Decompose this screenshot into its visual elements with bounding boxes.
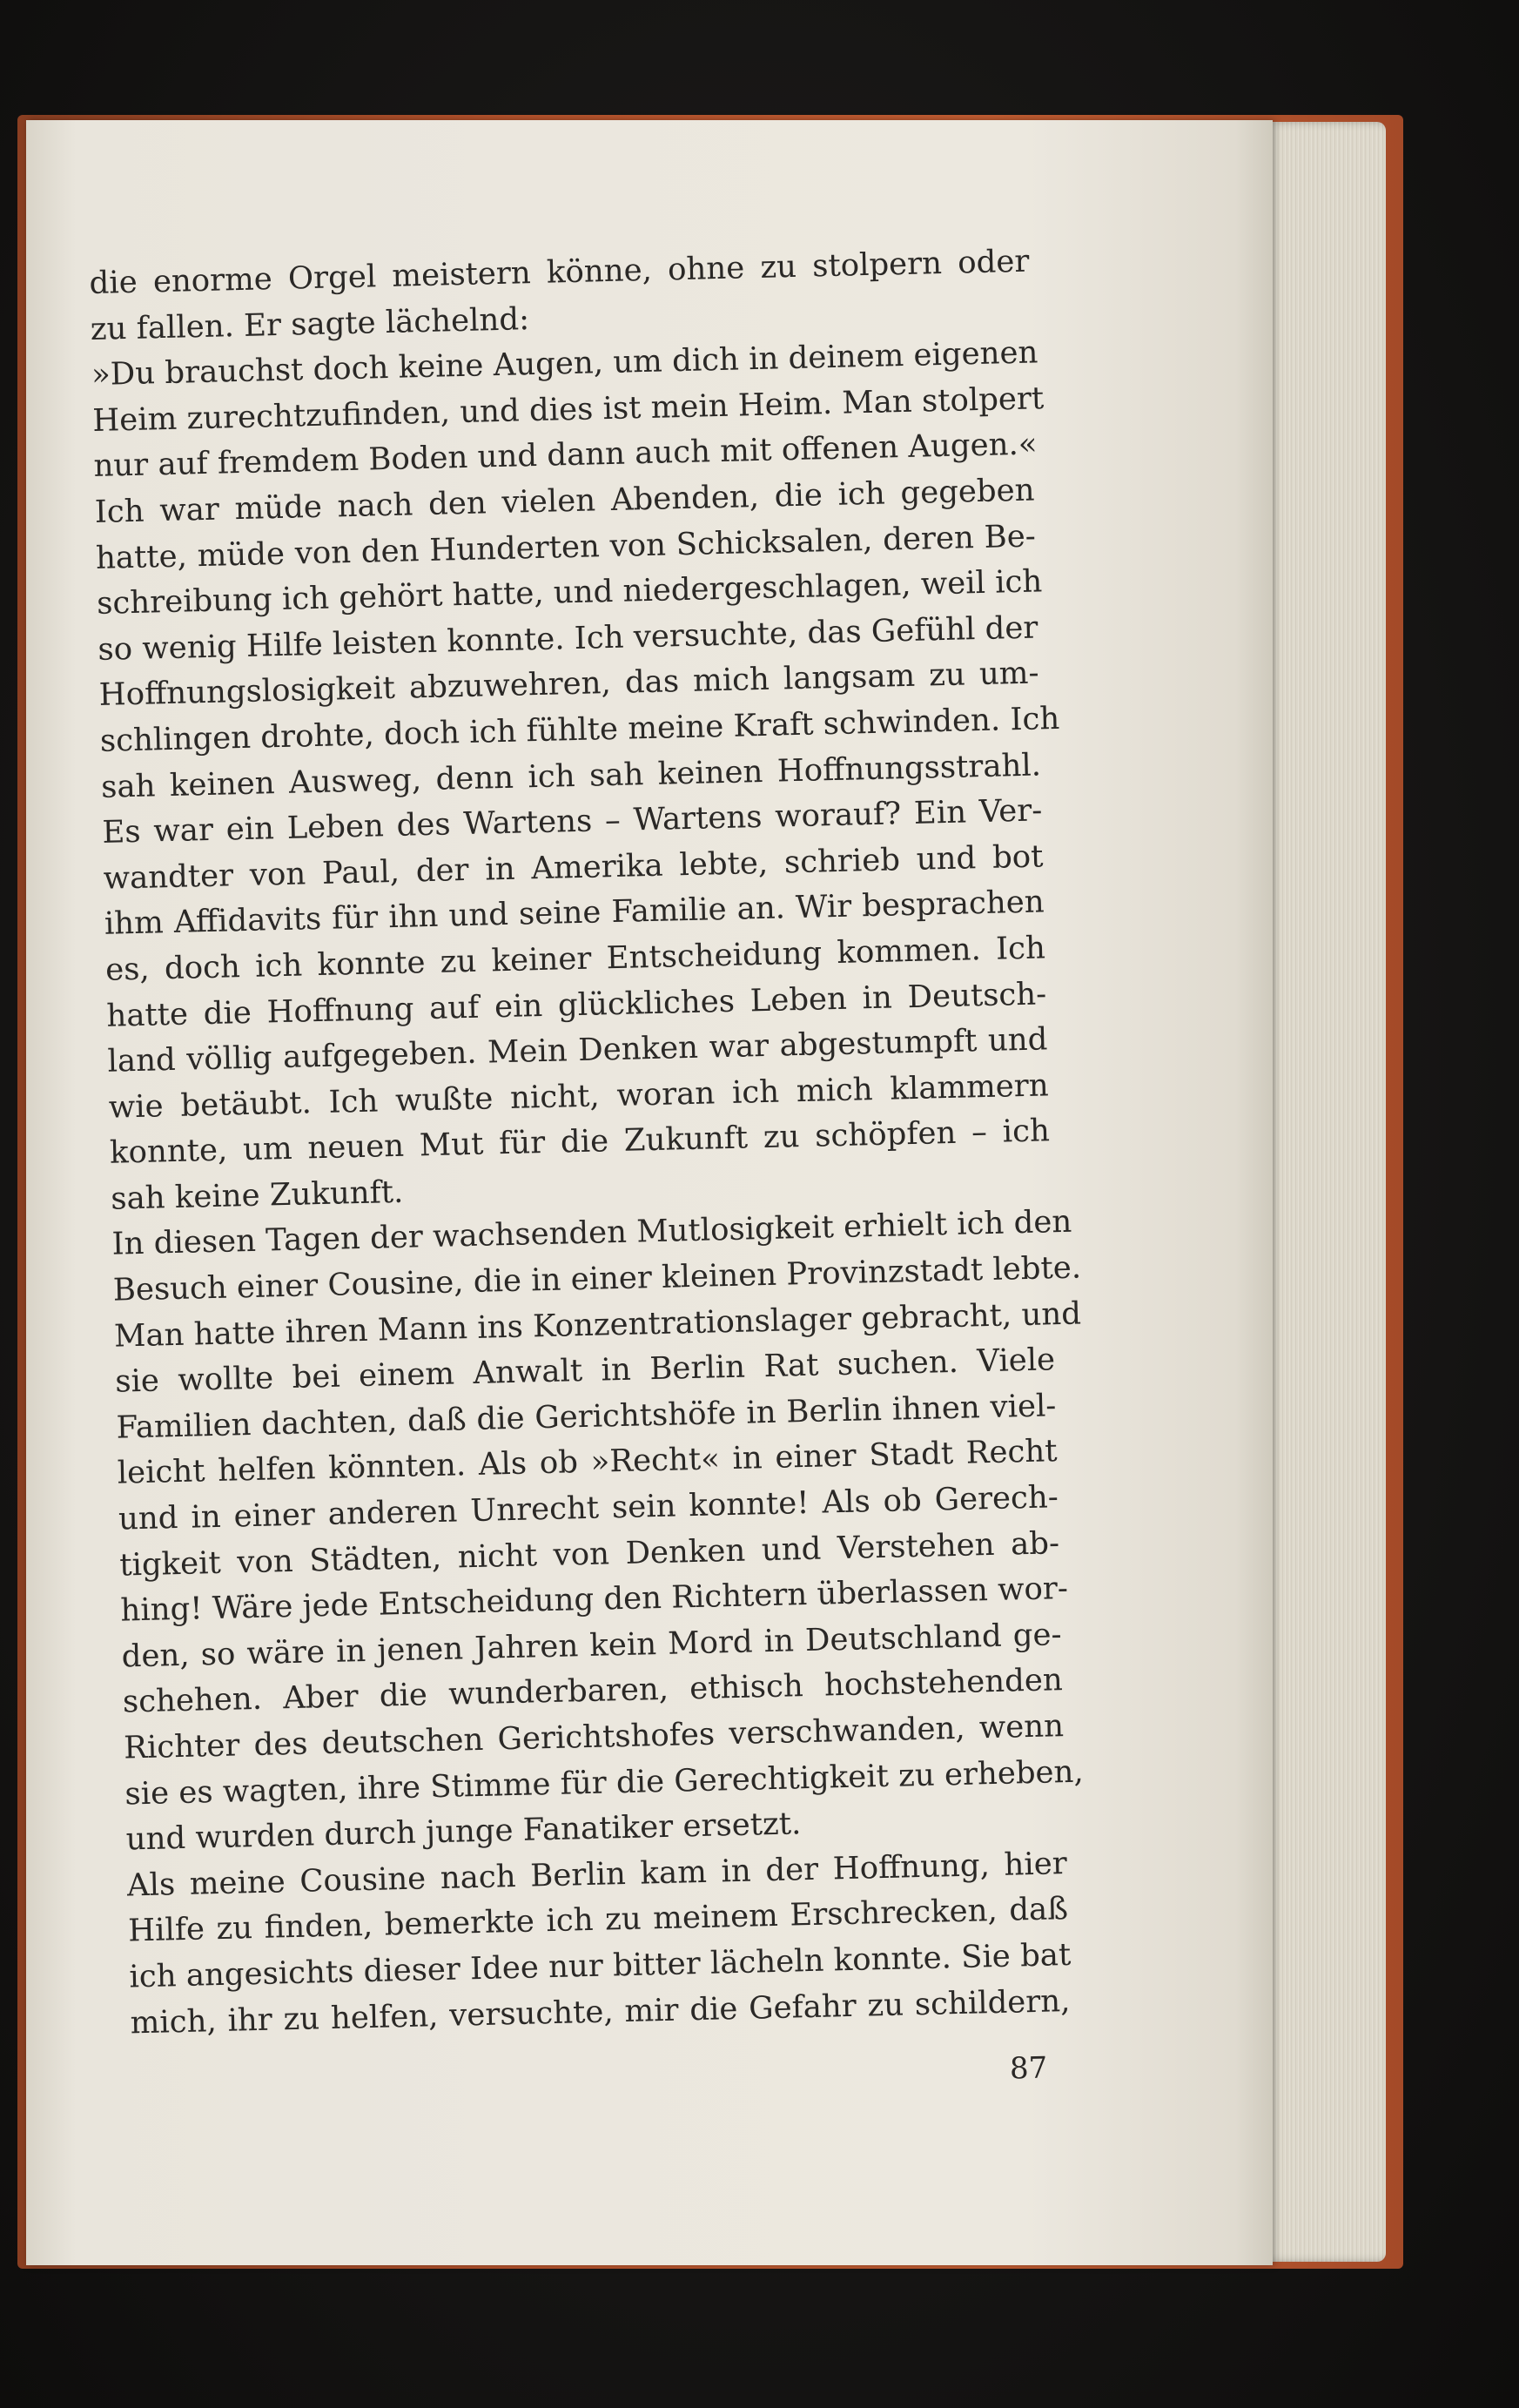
text-line: tigkeit von Städten, nicht von Denken und Verstehen ab- <box>118 1524 1060 1584</box>
text-line: den, so wäre in jenen Jahren kein Mord in Deutschland ge- <box>121 1616 1062 1675</box>
text-line: sie es wagten, ihre Stimme für die Gerechtigkeit zu erheben, <box>124 1753 1085 1813</box>
text-line: Es war ein Leben des Wartens – Wartens worauf? Ein Ver- <box>101 792 1043 851</box>
text-line: nur auf fremdem Boden und dann auch mit offenen Augen.« <box>93 426 1038 485</box>
text-line: wie betäubt. Ich wußte nicht, woran ich mich klammern <box>108 1066 1050 1126</box>
text-line: Hoffnungslosigkeit abzuwehren, das mich langsam zu um- <box>98 655 1039 714</box>
text-line: Familien dachten, daß die Gerichtshöfe in Berlin ihnen viel- <box>116 1388 1057 1446</box>
text-line: ihm Affidavits für ihn und seine Familie an. Wir besprachen <box>104 884 1045 943</box>
text-line: konnte, um neuen Mut für die Zukunft zu schöpfen – ich <box>109 1113 1051 1171</box>
text-line: schlingen drohte, doch ich fühlte meine Kraft schwinden. Ich <box>99 700 1060 759</box>
text-line: Besuch einer Cousine, die in einer kleinen Provinzstadt lebte. <box>112 1249 1082 1308</box>
text-line: schreibung ich gehört hatte, und niedergeschlagen, weil ich <box>96 563 1043 622</box>
text-line: Heim zurechtzufinden, und dies ist mein Heim. Man stolpert <box>91 380 1045 439</box>
text-line: »Du brauchst doch keine Augen, um dich in deinem eigenen <box>91 334 1038 393</box>
text-line: mich, ihr zu helfen, versuchte, mir die Gefahr zu schildern, <box>130 1982 1071 2041</box>
text-line: Ich war müde nach den vielen Abenden, die ich gegeben <box>94 472 1035 530</box>
text-line: leicht helfen könnten. Als ob »Recht« in einer Stadt Recht <box>117 1433 1059 1492</box>
text-line: Richter des deutschen Gerichtshofes verschwanden, wenn <box>123 1708 1065 1766</box>
text-line: zu fallen. Er sagte lächelnd: <box>90 300 530 347</box>
text-line: schehen. Aber die wunderbaren, ethisch hochstehenden <box>122 1662 1064 1720</box>
text-line: sah keine Zukunft. <box>110 1174 404 1217</box>
text-line: sah keinen Ausweg, denn ich sah keinen Hoffnungsstrahl. <box>100 746 1042 805</box>
text-line: land völlig aufgegeben. Mein Denken war abgestumpft und <box>107 1021 1048 1080</box>
text-line: In diesen Tagen der wachsenden Mutlosigkeit erhielt ich den <box>111 1204 1072 1263</box>
text-line: und in einer anderen Unrecht sein konnte! Als ob Gerech- <box>118 1479 1059 1537</box>
text-line: es, doch ich konnte zu keiner Entscheidung kommen. Ich <box>104 930 1046 988</box>
text-line: Als meine Cousine nach Berlin kam in der Hoffnung, hier <box>126 1845 1068 1904</box>
text-line: wandter von Paul, der in Amerika lebte, schrieb und bot <box>103 838 1044 897</box>
text-line: Hilfe zu finden, bemerkte ich zu meinem Erschrecken, daß <box>127 1891 1069 1949</box>
text-line: hing! Wäre jede Entscheidung den Richtern überlassen wor- <box>120 1571 1069 1629</box>
page-number: 87 <box>1009 2050 1048 2087</box>
text-line: sie wollte bei einem Anwalt in Berlin Rat suchen. Viele <box>114 1342 1056 1400</box>
text-line: Man hatte ihren Mann ins Konzentrationslager gebracht, und <box>113 1295 1082 1355</box>
text-line: ich angesichts dieser Idee nur bitter lächeln konnte. Sie bat <box>128 1936 1072 1995</box>
text-line: so wenig Hilfe leisten konnte. Ich versuchte, das Gefühl der <box>97 609 1038 668</box>
text-line: hatte, müde von den Hunderten von Schicksalen, deren Be- <box>95 518 1037 576</box>
text-line: und wurden durch junge Fanatiker ersetzt. <box>125 1806 802 1858</box>
text-line: die enorme Orgel meistern könne, ohne zu stolpern oder <box>89 243 1030 301</box>
body-text <box>89 239 1085 2047</box>
page-edges <box>1254 122 1386 2262</box>
text-line: hatte die Hoffnung auf ein glückliches Leben in Deutsch- <box>105 975 1047 1034</box>
